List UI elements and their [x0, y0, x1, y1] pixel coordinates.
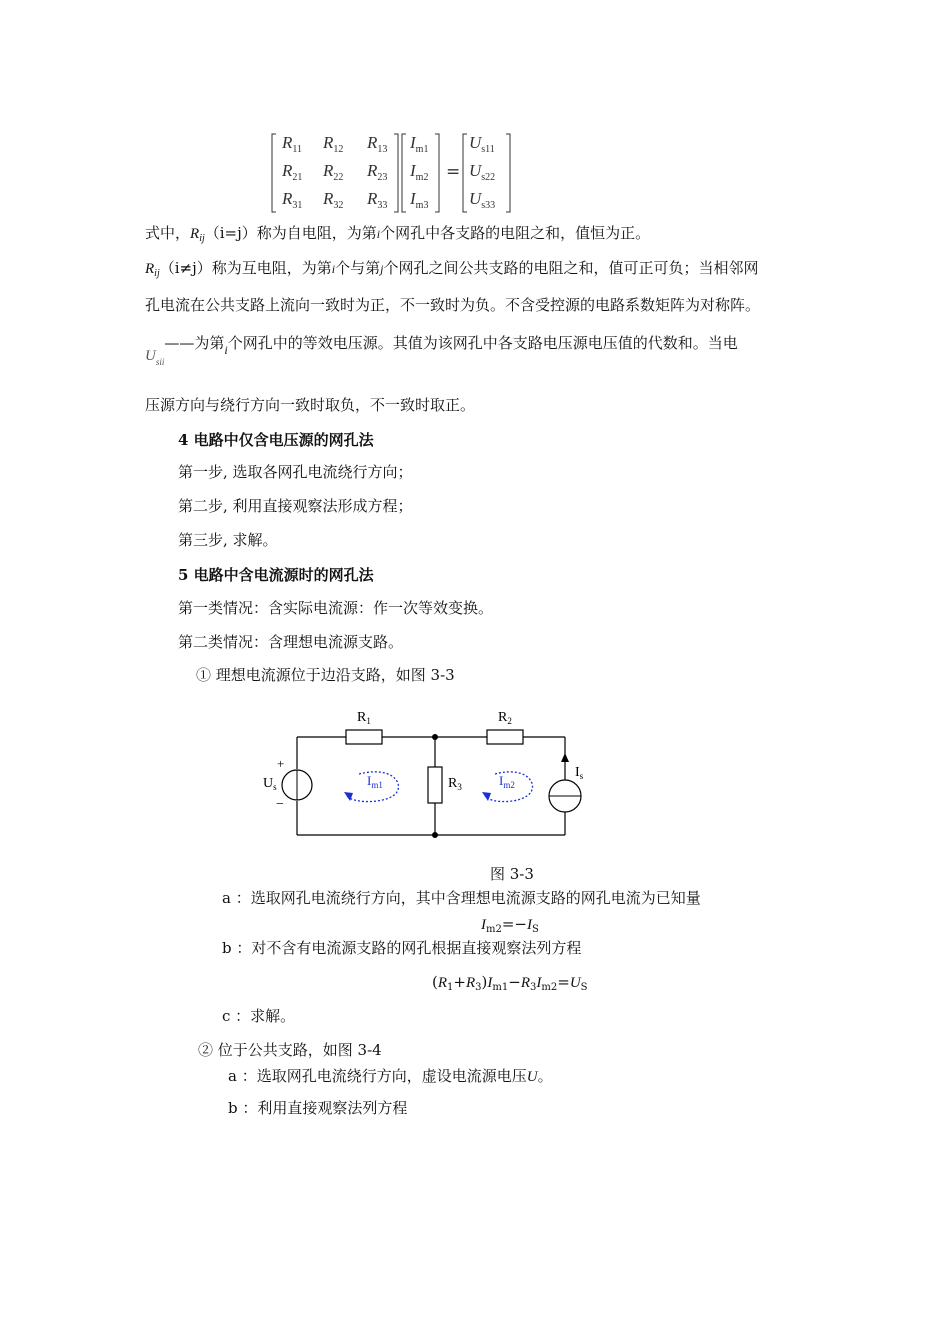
matrix-equation: [270, 130, 520, 216]
label-r3: $R_3$: [448, 776, 462, 792]
matrix-r23: $R_{23}$: [367, 161, 388, 183]
label-im2: $I_{m2}$: [499, 773, 515, 790]
matrix-us33: $U_{s33}$: [469, 189, 496, 211]
matrix-r31: $R_{31}$: [282, 189, 303, 211]
node-top: [432, 734, 438, 740]
para-equiv-source-line2: 压源方向与绕行方向一致时取负，不一致时取正。: [145, 396, 476, 414]
mesh-arrow-m2-icon: [482, 792, 491, 801]
equation-mesh-1: $(R_1+R_3)I_{m1}-R_3I_{m2}=U_S$: [432, 973, 588, 993]
section-4-heading: 4 电路中仅含电压源的网孔法: [178, 431, 374, 449]
section-5-heading: 5 电路中含电流源时的网孔法: [178, 566, 374, 584]
matrix-r33: $R_{33}$: [367, 189, 388, 211]
label-r2: $R_2$: [498, 710, 512, 726]
matrix-r11: $R_{11}$: [282, 133, 303, 155]
label-plus: +: [277, 756, 285, 771]
resistor-r3: [428, 767, 442, 803]
matrix-r12: $R_{12}$: [323, 133, 344, 155]
step-c: c ：求解。: [222, 1007, 296, 1025]
section-4-step-1: 第一步, 选取各网孔电流绕行方向；: [178, 463, 413, 481]
section-4-step-3: 第三步, 求解。: [178, 531, 278, 549]
figure-caption-3-3: 图 3-3: [490, 865, 534, 883]
matrix-us22: $U_{s22}$: [469, 161, 496, 183]
current-arrow-icon: [561, 753, 569, 762]
node-bottom: [432, 832, 438, 838]
item-2-step-b: b ：利用直接观察法列方程: [228, 1099, 408, 1117]
resistor-r2: [487, 730, 523, 744]
circuit-diagram-3-3: [255, 700, 595, 850]
label-is: $I_s$: [575, 765, 584, 781]
item-2-title: ② 位于公共支路，如图 3-4: [198, 1041, 382, 1059]
section-5-case-2: 第二类情况：含理想电流源支路。: [178, 633, 404, 651]
label-us: $U_s$: [263, 776, 277, 792]
item-2-step-a: a ：选取网孔电流绕行方向，虚设电流源电压U。: [228, 1067, 553, 1085]
matrix-r21: $R_{21}$: [282, 161, 303, 183]
matrix-r22: $R_{22}$: [323, 161, 344, 183]
matrix-im1: $I_{m1}$: [410, 133, 429, 155]
matrix-us11: $U_{s11}$: [469, 133, 495, 155]
label-r1: $R_1$: [357, 710, 371, 726]
section-5-case-1: 第一类情况：含实际电流源：作一次等效变换。: [178, 599, 494, 617]
equation-im2: $I_{m2}=-I_S$: [481, 915, 539, 935]
step-b: b ：对不含有电流源支路的网孔根据直接观察法列方程: [222, 939, 582, 957]
matrix-r32: $R_{32}$: [323, 189, 344, 211]
resistor-r1: [346, 730, 382, 744]
para-mutual-resistance-line1: $R_{ij}(i\ne j)$称为互电阻，为第i个与第j个网孔之间公共支路的电阻之和，值可正可负；当相邻网: [145, 259, 759, 279]
section-5-item-1: ① 理想电流源位于边沿支路，如图 3-3: [196, 666, 455, 684]
para-equiv-source-line1: $U_{sii}——$为第$_i$个网孔中的等效电压源。其值为该网孔中各支路电压源电压值的代数和。当电: [145, 334, 738, 367]
step-a: a ：选取网孔电流绕行方向，其中含理想电流源支路的网孔电流为已知量: [222, 889, 701, 907]
matrix-equals: =: [446, 162, 461, 182]
matrix-im3: $I_{m3}$: [410, 189, 429, 211]
label-im1: $I_{m1}$: [367, 773, 383, 790]
matrix-r13: $R_{13}$: [367, 133, 388, 155]
para-mutual-resistance-line2: 孔电流在公共支路上流向一致时为正，不一致时为负。不含受控源的电路系数矩阵为对称阵。: [145, 296, 761, 314]
matrix-im2: $I_{m2}$: [410, 161, 429, 183]
section-4-step-2: 第二步, 利用直接观察法形成方程；: [178, 497, 413, 515]
label-minus: −: [276, 797, 284, 812]
para-self-resistance: 式中，$R_{ij}(i=j)$称为自电阻，为第i个网孔中各支路的电阻之和，值恒为正。: [145, 224, 651, 244]
